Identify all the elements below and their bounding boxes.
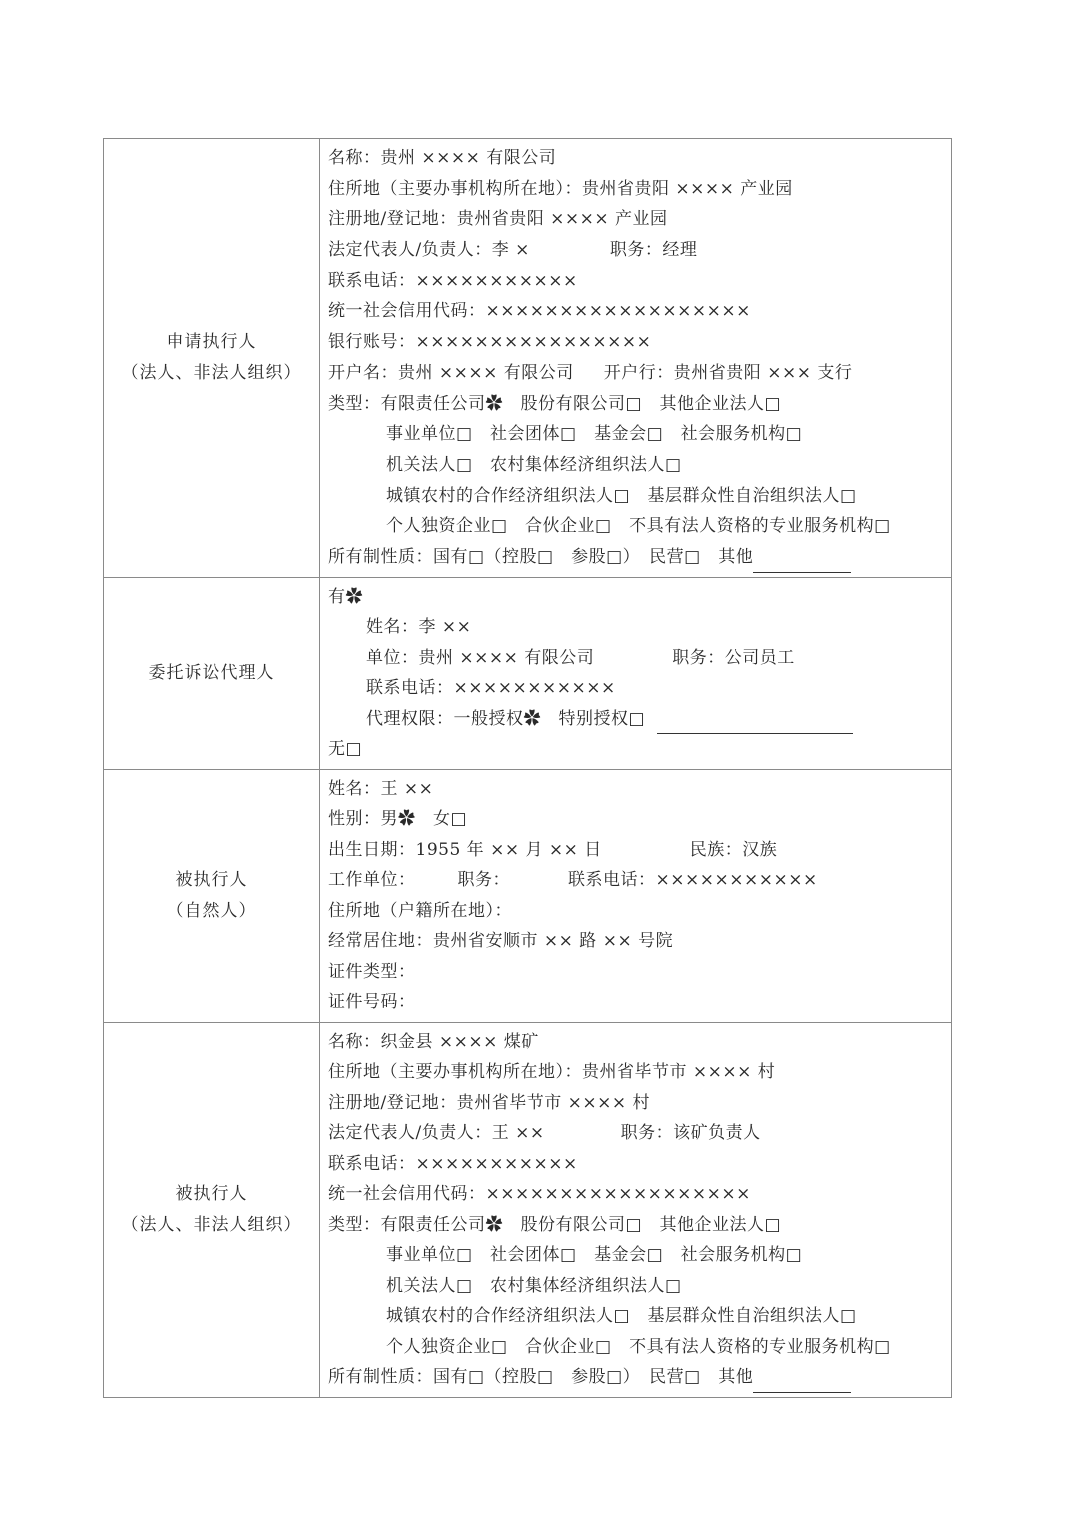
respondent-org-label: 被执行人 [175, 1183, 248, 1204]
applicant-bank-account: 银行账号：×××××××××××××××× [328, 332, 652, 353]
agent-unit-line [320, 643, 951, 674]
applicant-type-line-3: 机关法人□ 农村集体经济组织法人□ [386, 454, 682, 475]
applicant-account-name: 开户名：贵州 ×××× 有限公司 [328, 362, 574, 383]
respondent-person-residence: 经常居住地：贵州省安顺市 ×× 路 ×× 号院 [328, 931, 674, 952]
respondent-org-type-line-5: 个人独资企业□ 合伙企业□ 不具有法人资格的专业服务机构□ [386, 1336, 891, 1357]
respondent-org-position: 职务：该矿负责人 [620, 1123, 761, 1144]
applicant-legal-rep-line [320, 235, 951, 266]
respondent-person-work: 工作单位： [328, 870, 416, 891]
respondent-org-label-sub: （法人、非法人组织） [121, 1214, 302, 1235]
applicant-ownership: 所有制性质：国有□（控股□ 参股□） 民营□ 其他 [328, 546, 754, 567]
respondent-person-label-sub: （自然人） [166, 900, 257, 921]
respondent-person-birth: 出生日期：1955 年 ×× 月 ×× 日 [328, 839, 602, 860]
respondent-person-name: 姓名：王 ×× [328, 778, 434, 799]
applicant-legal-rep: 法定代表人/负责人：李 × [328, 240, 530, 261]
applicant-details [320, 139, 952, 578]
applicant-name: 名称：贵州 ×××× 有限公司 [328, 148, 557, 168]
agent-position: 职务：公司员工 [672, 647, 795, 668]
applicant-label: 申请执行人 [166, 331, 257, 352]
agent-details [320, 577, 952, 769]
respondent-org-type-line-3: 机关法人□ 农村集体经济组织法人□ [386, 1275, 682, 1296]
applicant-label-cell [104, 139, 320, 578]
applicant-ownership-blank [753, 550, 851, 573]
respondent-org-ownership: 所有制性质：国有□（控股□ 参股□） 民营□ 其他 [328, 1367, 754, 1388]
agent-authority-blank [657, 711, 853, 734]
respondent-person-id-number: 证件号码： [328, 992, 416, 1013]
applicant-ownership-line [320, 542, 951, 573]
respondent-person-label: 被执行人 [175, 869, 248, 890]
respondent-person-work-line [320, 865, 951, 896]
agent-name: 姓名：李 ×× [366, 617, 472, 638]
agent-label: 委托诉讼代理人 [148, 662, 275, 683]
respondent-org-name: 名称：织金县 ×××× 煤矿 [328, 1031, 539, 1052]
applicant-type-line-5: 个人独资企业□ 合伙企业□ 不具有法人资格的专业服务机构□ [386, 516, 891, 537]
respondent-org-registered-address: 注册地/登记地：贵州省毕节市 ×××× 村 [328, 1092, 651, 1113]
respondent-person-job: 职务： [457, 870, 510, 891]
applicant-phone: 联系电话：××××××××××× [328, 270, 578, 291]
respondent-person-household: 住所地（户籍所在地）： [328, 900, 512, 921]
respondent-person-id-type: 证件类型： [328, 961, 416, 982]
agent-authority: 代理权限：一般授权✿ 特别授权□ [366, 708, 646, 729]
respondent-person-birth-line [320, 835, 951, 866]
respondent-org-legal-rep-line [320, 1118, 951, 1149]
applicant-address: 住所地（主要办事机构所在地）：贵州省贵阳 ×××× 产业园 [328, 178, 793, 199]
respondent-org-address: 住所地（主要办事机构所在地）：贵州省毕节市 ×××× 村 [328, 1062, 776, 1083]
applicant-type-line-1: 类型：有限责任公司✿ 股份有限公司□ 其他企业法人□ [328, 393, 782, 414]
respondent-org-credit-code: 统一社会信用代码：×××××××××××××××××× [328, 1184, 751, 1205]
agent-none: 无□ [328, 739, 363, 760]
respondent-org-type-line-2: 事业单位□ 社会团体□ 基金会□ 社会服务机构□ [386, 1245, 803, 1266]
respondent-org-legal-rep: 法定代表人/负责人：王 ×× [328, 1123, 545, 1144]
respondent-org-phone: 联系电话：××××××××××× [328, 1153, 578, 1174]
respondent-person-gender: 性别：男✿ 女□ [328, 809, 468, 830]
respondent-person-label-cell [104, 769, 320, 1022]
respondent-person-phone: 联系电话：××××××××××× [568, 870, 818, 891]
applicant-label-sub: （法人、非法人组织） [121, 362, 302, 383]
respondent-org-details [320, 1022, 952, 1397]
applicant-bank: 开户行：贵州省贵阳 ××× 支行 [603, 362, 853, 383]
application-form-table [103, 138, 952, 1398]
respondent-org-ownership-blank [753, 1370, 851, 1393]
agent-phone: 联系电话：××××××××××× [366, 678, 616, 699]
applicant-registered-address: 注册地/登记地：贵州省贵阳 ×××× 产业园 [328, 209, 668, 230]
applicant-position: 职务：经理 [609, 240, 698, 261]
respondent-org-type-line-1: 类型：有限责任公司✿ 股份有限公司□ 其他企业法人□ [328, 1214, 782, 1235]
applicant-type-line-4: 城镇农村的合作经济组织法人□ 基层群众性自治组织法人□ [386, 485, 857, 506]
respondent-person-ethnicity: 民族：汉族 [689, 839, 778, 860]
respondent-org-type-line-4: 城镇农村的合作经济组织法人□ 基层群众性自治组织法人□ [386, 1306, 857, 1327]
applicant-type-line-2: 事业单位□ 社会团体□ 基金会□ 社会服务机构□ [386, 424, 803, 445]
respondent-person-details [320, 769, 952, 1022]
agent-authority-line [320, 704, 951, 735]
respondent-person-row [104, 769, 952, 1022]
applicant-account-line [320, 358, 951, 389]
applicant-row [104, 139, 952, 578]
respondent-org-ownership-line [320, 1362, 951, 1393]
respondent-org-label-cell [104, 1022, 320, 1397]
respondent-org-row [104, 1022, 952, 1397]
agent-row [104, 577, 952, 769]
agent-label-cell [104, 577, 320, 769]
applicant-credit-code: 统一社会信用代码：×××××××××××××××××× [328, 301, 751, 322]
agent-has: 有✿ [328, 586, 363, 607]
agent-unit: 单位：贵州 ×××× 有限公司 [366, 647, 595, 668]
